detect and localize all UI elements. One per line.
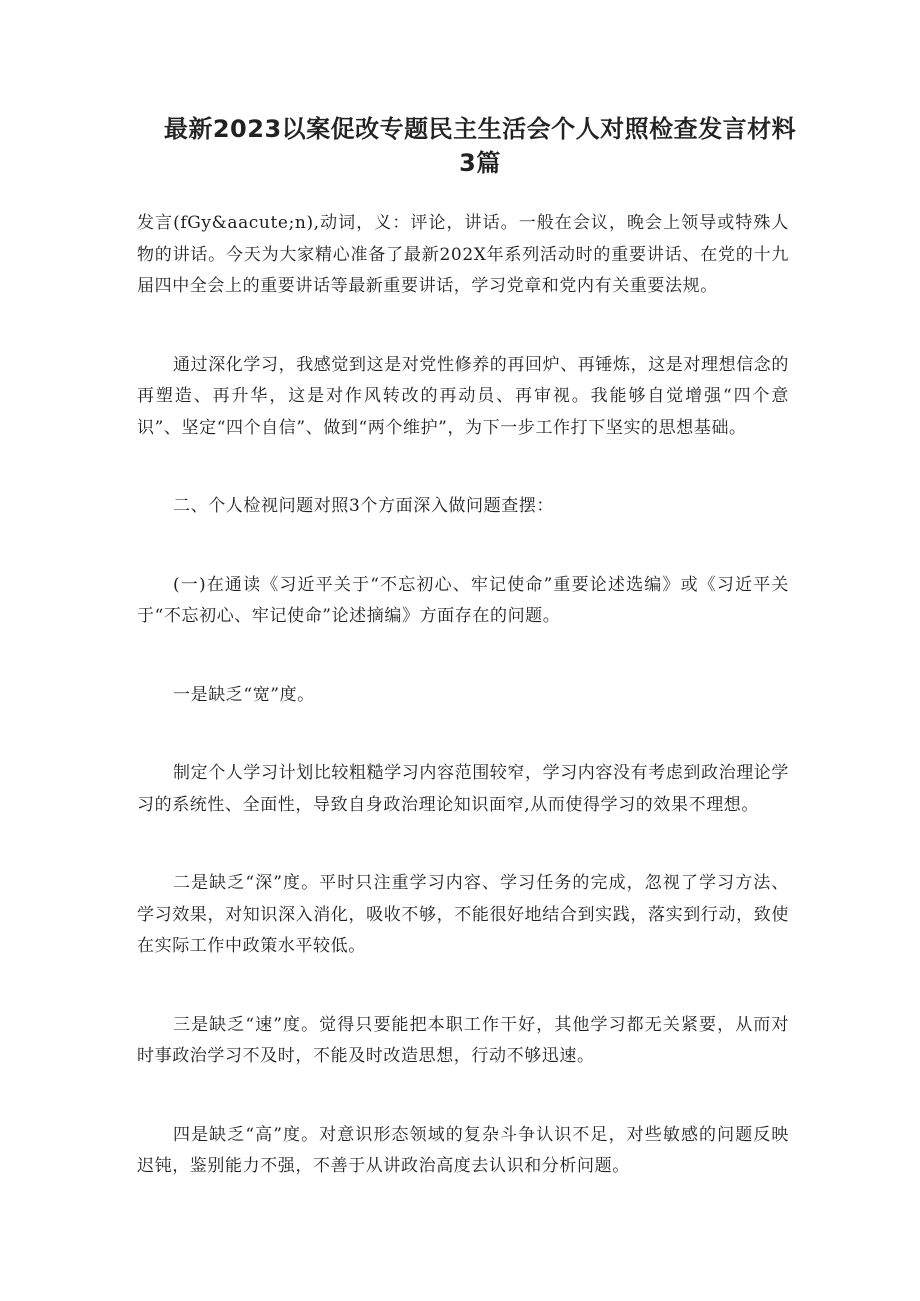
paragraph-point-breadth: 一是缺乏“宽”度。 [173,684,315,705]
document-title: 最新2023以案促改专题民主生活会个人对照检查发言材料3篇 [163,115,797,177]
paragraph-point-speed: 三是缺乏“速”度。觉得只要能把本职工作干好，其他学习都无关紧要，从而对时事政治学习不及时，不能及时改造思想，行动不够迅速。 [137,1014,789,1066]
paragraph-study-reflection: 通过深化学习，我感觉到这是对党性修养的再回炉、再锤炼，这是对理想信念的再塑造、再升华，这是对作风转改的再动员、再审视。我能够自觉增强“四个意识”、坚定“四个自信”、做到“两个维护”，为下一步工作打下坚实的思想基础。 [137,354,789,438]
paragraph-point-height: 四是缺乏“高”度。对意识形态领域的复杂斗争认识不足，对些敏感的问题反映迟钝，鉴别能力不强，不善于从讲政治高度去认识和分析问题。 [137,1124,789,1176]
paragraph-breadth-detail: 制定个人学习计划比较粗糙学习内容范围较窄，学习内容没有考虑到政治理论学习的系统性、全面性，导致自身政治理论知识面窄,从而使得学习的效果不理想。 [137,763,789,815]
paragraph-subsection-heading: (一)在通读《习近平关于“不忘初心、牢记使命”重要论述选编》或《习近平关于“不忘初心、牢记使命”论述摘编》方面存在的问题。 [137,574,789,626]
paragraph-intro: 发言(fGy&aacute;n),动词，义：评论，讲话。一般在会议，晚会上领导或特殊人物的讲话。今天为大家精心准备了最新202X年系列活动时的重要讲话、在党的十九届四中全会上的重要讲话等最新重要讲话，学习党章和党内有关重要法规。 [137,213,789,296]
paragraph-section-heading: 二、个人检视问题对照3个方面深入做问题查摆： [173,496,555,516]
document-body [137,208,789,1230]
paragraph-point-depth: 二是缺乏“深”度。平时只注重学习内容、学习任务的完成，忽视了学习方法、学习效果，对知识深入消化，吸收不够，不能很好地结合到实践，落实到行动，致使在实际工作中政策水平较低。 [137,873,789,956]
